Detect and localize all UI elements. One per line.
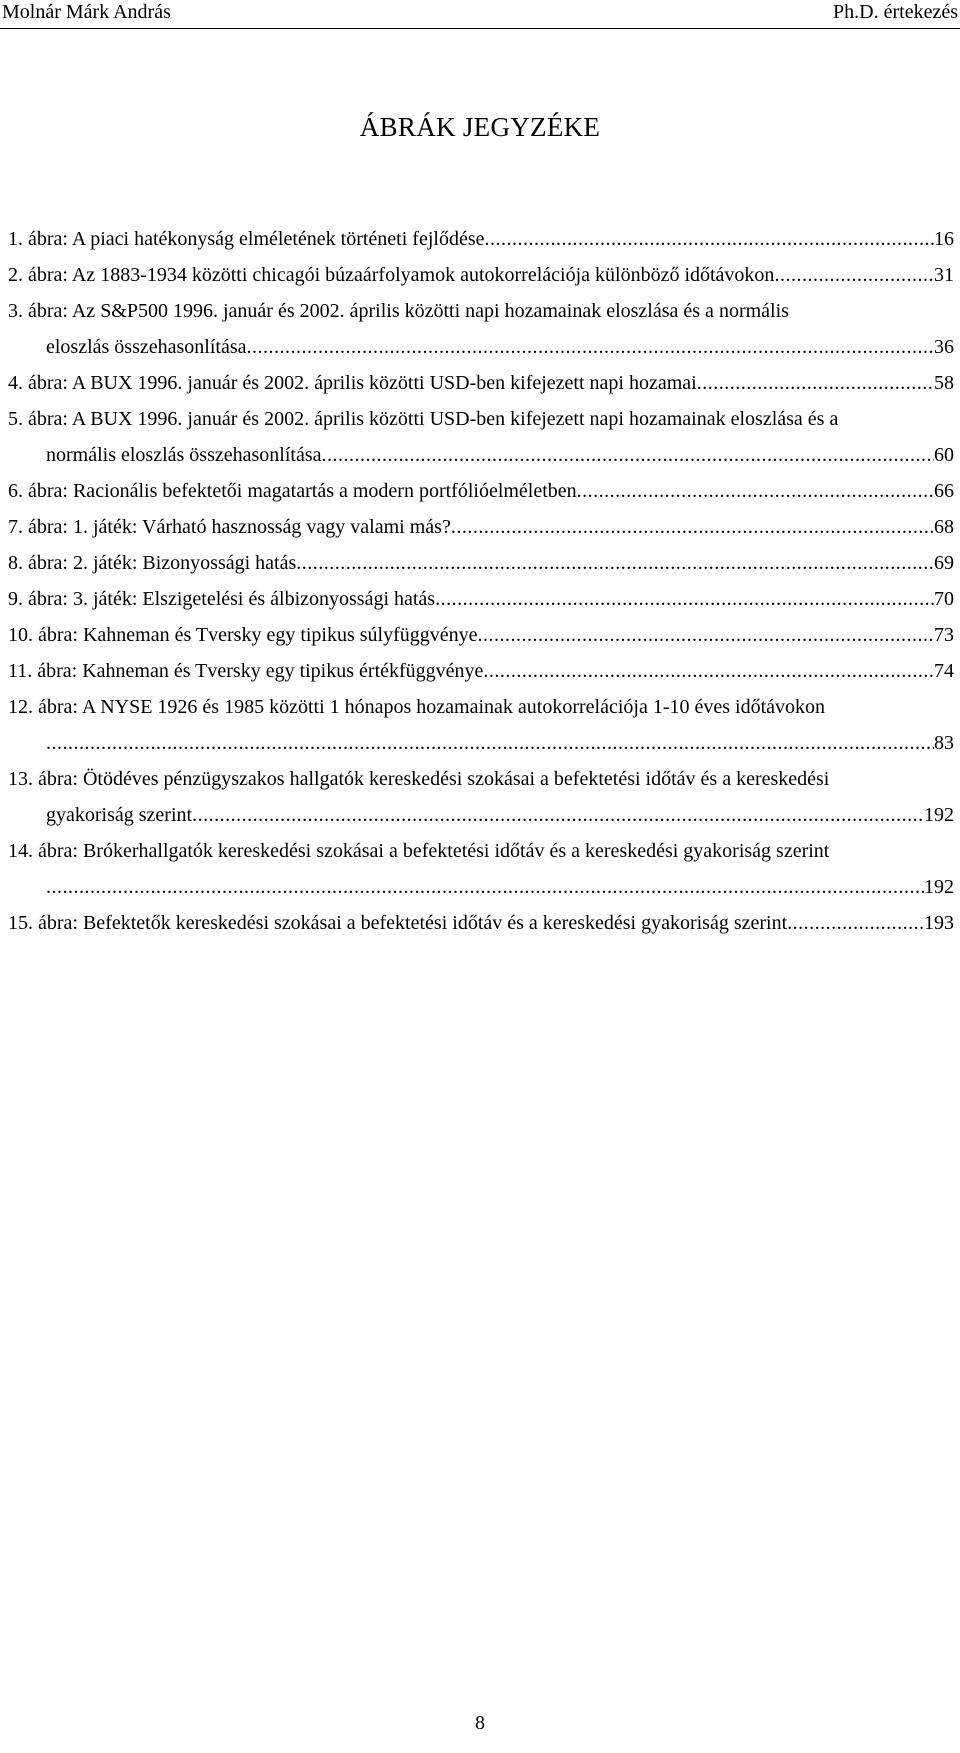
entry-text: 7. ábra: 1. játék: Várható hasznosság vagy valami más? (8, 516, 451, 538)
dot-leader (46, 725, 934, 761)
entry-text: 2. ábra: Az 1883-1934 közötti chicagói búzaárfolyamok autokorrelációja különböző időtávokon (8, 264, 775, 286)
entry-text: 15. ábra: Befektetők kereskedési szokásai a befektetési időtáv és a kereskedési gyakoriság szerint (8, 912, 788, 934)
entry-page: 70 (934, 588, 954, 610)
entry-page: 74 (934, 660, 954, 682)
figure-entry-8[interactable] (8, 545, 954, 581)
entry-text: normális eloszlás összehasonlítása (46, 444, 322, 466)
dot-leader (296, 545, 934, 581)
figure-entry-5[interactable] (8, 401, 954, 473)
entry-page: 66 (934, 480, 954, 502)
page-header (0, 0, 960, 29)
figure-entry-6[interactable] (8, 473, 954, 509)
entry-page: 36 (934, 336, 954, 358)
entry-page: 193 (924, 912, 954, 934)
dot-leader (322, 437, 935, 473)
header-author: Molnár Márk András (2, 1, 171, 23)
figure-entry-14[interactable] (8, 833, 954, 905)
page-number: 8 (475, 1712, 485, 1734)
dot-leader (192, 797, 924, 833)
figure-entry-11[interactable] (8, 653, 954, 689)
entry-text: 8. ábra: 2. játék: Bizonyossági hatás (8, 552, 297, 574)
dot-leader (484, 221, 934, 257)
entry-text-line1: 14. ábra: Brókerhallgatók kereskedési szokásai a befektetési időtáv és a kereskedési gyakoriság szerint (8, 840, 830, 862)
entry-text: 9. ábra: 3. játék: Elszigetelési és álbizonyossági hatás (8, 588, 436, 610)
dot-leader (697, 365, 934, 401)
entry-page: 192 (924, 804, 954, 826)
figure-entry-4[interactable] (8, 365, 954, 401)
entry-text-line1: 13. ábra: Ötödéves pénzügyszakos hallgatók kereskedési szokásai a befektetési időtáv és a kereskedési (8, 768, 830, 790)
dot-leader (451, 509, 934, 545)
entry-text: 6. ábra: Racionális befektetői magatartás a modern portfólióelméletben (8, 480, 577, 502)
entry-text-line1: 3. ábra: Az S&P500 1996. január és 2002. április közötti napi hozamainak eloszlása és a normális (8, 300, 789, 322)
figure-entry-3[interactable] (8, 293, 954, 365)
entry-text-line1: 12. ábra: A NYSE 1926 és 1985 közötti 1 hónapos hozamainak autokorrelációja 1-10 éves időtávokon (8, 696, 826, 718)
entry-text: eloszlás összehasonlítása (46, 336, 247, 358)
dot-leader (577, 473, 934, 509)
entry-text: 1. ábra: A piaci hatékonyság elméletének történeti fejlődése (8, 228, 485, 250)
figure-entry-1[interactable] (8, 221, 954, 257)
dot-leader (46, 869, 924, 905)
entry-page: 69 (934, 552, 954, 574)
entry-text: 10. ábra: Kahneman és Tversky egy tipikus súlyfüggvénye (8, 624, 478, 646)
entry-text: gyakoriság szerint (46, 804, 193, 826)
dot-leader (435, 581, 934, 617)
page-title: ÁBRÁK JEGYZÉKE (359, 112, 601, 142)
entry-text: 11. ábra: Kahneman és Tversky egy tipikus értékfüggvénye (8, 660, 484, 682)
entry-page: 58 (934, 372, 954, 394)
figure-entry-2[interactable] (8, 257, 954, 293)
entry-text: 4. ábra: A BUX 1996. január és 2002. április közötti USD-ben kifejezett napi hozamai (8, 372, 697, 394)
entry-page: 16 (934, 228, 954, 250)
entry-text-line1: 5. ábra: A BUX 1996. január és 2002. április közötti USD-ben kifejezett napi hozamainak eloszlása és a (8, 408, 839, 430)
entry-page: 60 (934, 444, 954, 466)
figure-entry-10[interactable] (8, 617, 954, 653)
entry-page: 68 (934, 516, 954, 538)
figure-entry-9[interactable] (8, 581, 954, 617)
figure-entry-7[interactable] (8, 509, 954, 545)
header-doc-type: Ph.D. értekezés (833, 1, 958, 23)
figure-entry-12[interactable] (8, 689, 954, 761)
dot-leader (483, 653, 934, 689)
dot-leader (478, 617, 934, 653)
entry-page: 73 (934, 624, 954, 646)
entry-page: 192 (924, 876, 954, 898)
entry-page: 31 (934, 264, 954, 286)
dot-leader (774, 257, 934, 293)
figure-entry-13[interactable] (8, 761, 954, 833)
dot-leader (247, 329, 935, 365)
dot-leader (787, 905, 924, 941)
figure-list (8, 221, 954, 941)
figure-entry-15[interactable] (8, 905, 954, 941)
entry-page: 83 (934, 732, 954, 754)
